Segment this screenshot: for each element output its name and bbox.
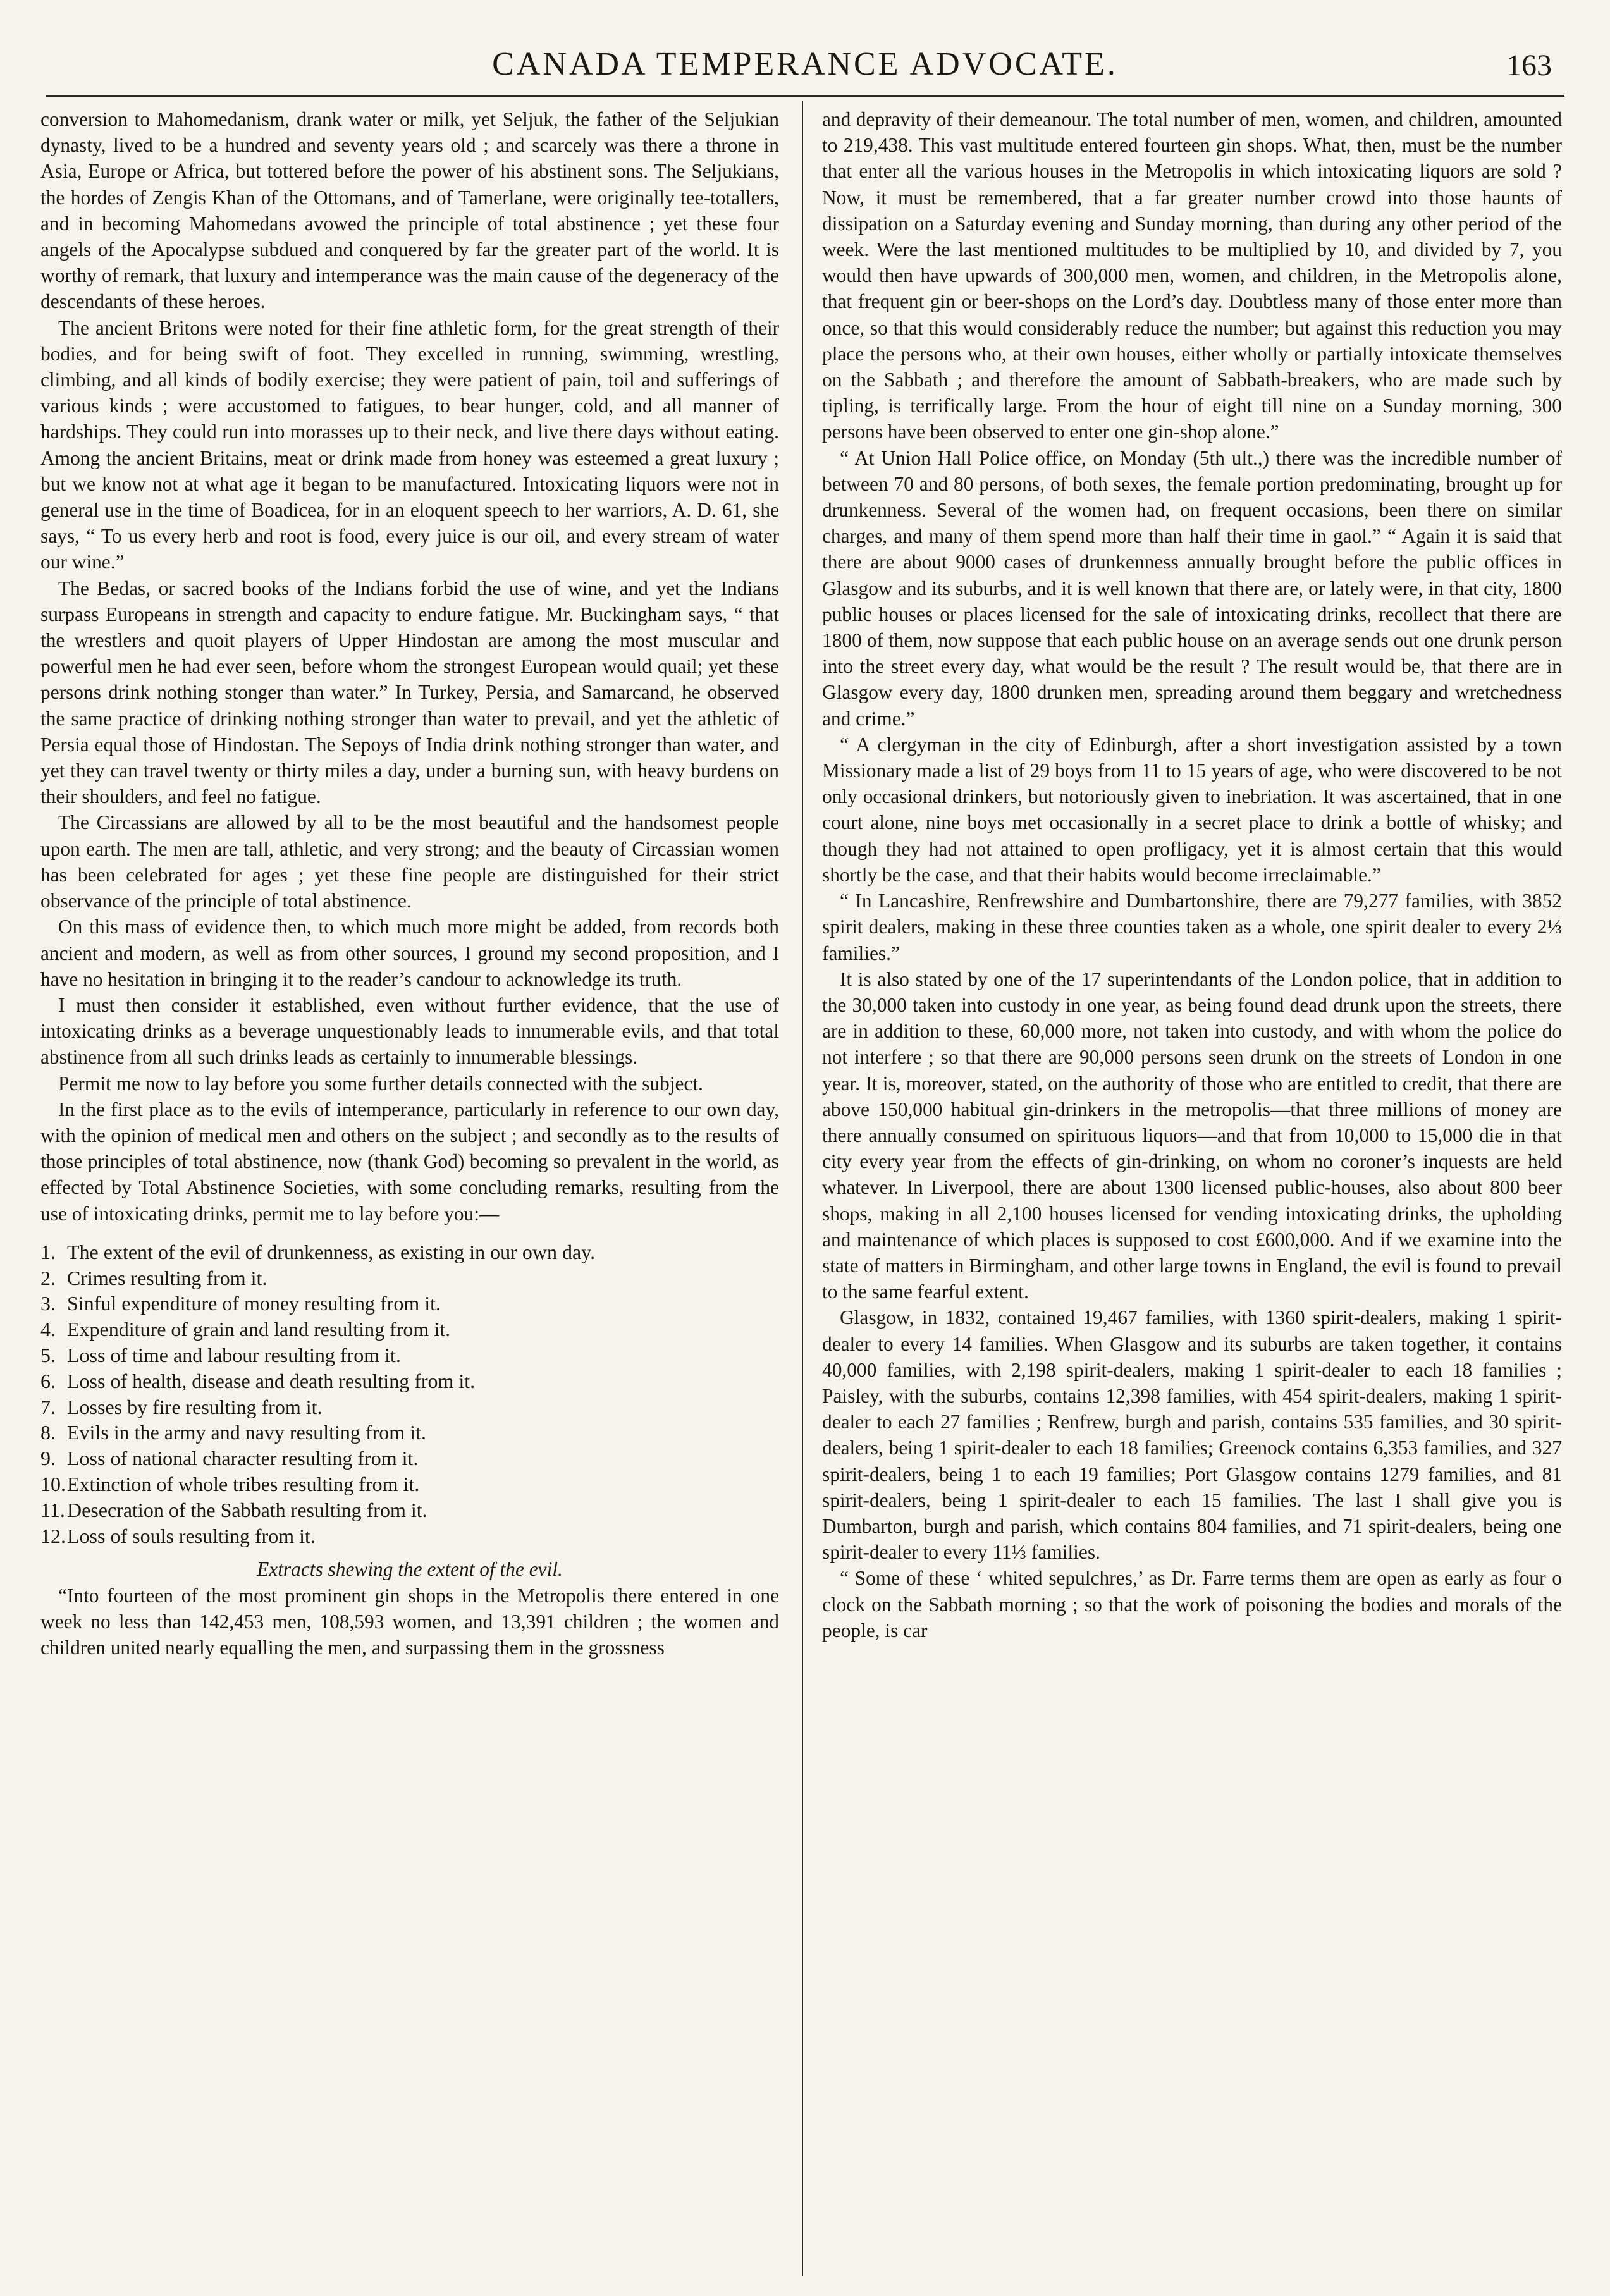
list-item xyxy=(40,1342,779,1368)
paragraph: and depravity of their demeanour. The total number of men, women, and children, amounted to 219,438. This vast multitude entered fourteen gin shops. What, then, must be the number that enter all the various houses in the Metropolis in which intoxicating liquors are sold ? Now, it must be remembered, that a far greater number crowd into those haunts of dissipation on a Saturday evening and Sunday morning, than during any other period of the week. Were the last mentioned multitudes to be multiplied by 10, and divided by 7, you would then have upwards of 300,000 men, women, and children, in the Metropolis alone, that frequent gin or beer-shops on the Lord’s day. Doubtless many of those enter more than once, so that this would considerably reduce the number; but against this reduction you may place the persons who, at their own houses, either wholly or partially intoxicate themselves on the Sabbath ; and therefore the amount of Sabbath-breakers, who are made such by tipling, is terrifically large. From the hour of eight till nine on a Sunday morning, 300 persons have been observed to enter one gin-shop alone.” xyxy=(822,108,1562,443)
paragraph: The Bedas, or sacred books of the Indians forbid the use of wine, and yet the Indians surpass Europeans in strength and capacity to endure fatigue. Mr. Buckingham says, “ that the wrestlers and quoit players of Upper Hindostan are among the most muscular and powerful men he had ever seen, before whom the strongest European would quail; yet these persons drink nothing stonger than water.” In Turkey, Persia, and Samarcand, he observed the same practice of drinking nothing stronger than water to prevail, and yet the athletic of Persia equal those of Hindostan. The Sepoys of India drink nothing stronger than water, and yet they can travel twenty or thirty miles a day, under a burning sun, with heavy burdens on their shoulders, and feel no fatigue. xyxy=(40,577,779,808)
list-text: Losses by fire resulting from it. xyxy=(67,1395,323,1418)
left-column xyxy=(40,106,779,2281)
paragraph: “ At Union Hall Police office, on Monday (5th ult.,) there was the incredible number of between 70 and 80 persons, of both sexes, the female portion predominating, brought up for drunkenness. Several of the women had, on frequent occasions, been there on similar charges, and many of them spend more than half their time in gaol.” “ Again it is said that there are about 9000 cases of drunkenness annually brought before the public offices in Glasgow and its suburbs, and it is well known that there are, or lately were, in that city, 1800 public houses or places licensed for the sale of intoxicating drinks, recollect that there are 1800 of them, now suppose that each public house on an average sends out one drunk person into the street every day, what would be the result ? The result would be, that there are in Glasgow every day, 1800 drunken men, spreading around them beggary and wretchedness and crime.” xyxy=(822,446,1562,730)
section-subheading: Extracts shewing the extent of the evil. xyxy=(257,1558,563,1581)
list-text: The extent of the evil of drunkenness, as existing in our own day. xyxy=(67,1240,596,1263)
paragraph: Glasgow, in 1832, contained 19,467 families, with 1360 spirit-dealers, making 1 spirit-dealer to every 14 families. When Glasgow and its suburbs are taken together, it contains 40,000 families, with 2,198 spirit-dealers, making 1 spirit-dealer to each 18 families ; Paisley, with the suburbs, contains 12,398 families, with 454 spirit-dealers, making 1 spirit-dealer to each 27 families ; Renfrew, burgh and parish, contains 535 families, and 30 spirit-dealers, being 1 spirit-dealer to each 18 families; Greenock contains 6,353 families, and 327 spirit-dealers, being 1 to each 19 families; Port Glasgow contains 1279 families, and 81 spirit-dealers, being 1 spirit-dealer to each 15 families. The last I shall give you is Dumbarton, burgh and parish, which contains 804 families, and 71 spirit-dealers, being one spirit-dealer to every 11⅓ families. xyxy=(822,1306,1562,1564)
list-text: Loss of health, disease and death resulting from it. xyxy=(67,1369,476,1392)
page-number: 163 xyxy=(1506,49,1552,82)
paragraph: “ Some of these ‘ whited sepulchres,’ as Dr. Farre terms them are open as early as four o clock on the Sabbath morning ; so that the work of poisoning the bodies and morals of the people, is car xyxy=(822,1567,1562,1642)
list-number: 7. xyxy=(40,1395,56,1418)
paragraph: In the first place as to the evils of intemperance, particularly in reference to our own day, with the opinion of medical men and others on the subject ; and secondly as to the results of those principles of total abstinence, now (thank God) becoming so prevalent in the world, as effected by Total Abstinence Societies, with some concluding remarks, resulting from the use of intoxicating drinks, permit me to lay before you:— xyxy=(40,1098,779,1225)
paragraph: The Circassians are allowed by all to be the most beautiful and the handsomest people upon earth. The men are tall, athletic, and very strong; and the beauty of Circassian women has been celebrated for ages ; yet these fine people are distinguished for their strict observance of the principle of total abstinence. xyxy=(40,811,779,912)
list-number: 5. xyxy=(40,1343,56,1366)
list-text: Evils in the army and navy resulting from it. xyxy=(67,1421,426,1444)
list-text: Loss of national character resulting from it. xyxy=(67,1447,419,1470)
paragraph: Permit me now to lay before you some further details connected with the subject. xyxy=(58,1072,703,1095)
list-item xyxy=(40,1368,779,1394)
column-divider xyxy=(802,101,803,2276)
list-item xyxy=(40,1420,779,1446)
list-item xyxy=(40,1239,779,1265)
list-item xyxy=(40,1446,779,1471)
list-text: Sinful expenditure of money resulting from it. xyxy=(67,1292,441,1315)
list-number: 11. xyxy=(40,1498,65,1521)
list-text: Loss of time and labour resulting from it. xyxy=(67,1343,401,1366)
paragraph: On this mass of evidence then, to which much more might be added, from records both ancient and modern, as well as from other sources, I ground my second proposition, and I have no hesitation in bringing it to the reader’s candour to acknowledge its truth. xyxy=(40,916,779,990)
list-number: 2. xyxy=(40,1266,56,1289)
paragraph: “ A clergyman in the city of Edinburgh, after a short investigation assisted by a town Missionary made a list of 29 boys from 11 to 15 years of age, who were discovered to be not only occasional drinkers, but notoriously given to inebriation. It was ascertained, that in one court alone, nine boys met occasionally in a secret place to drink a bottle of whisky; and though they had not attained to open profligacy, yet it is almost certain that this would shortly be the case, and that their habits would become irreclaimable.” xyxy=(822,733,1562,886)
list-text: Extinction of whole tribes resulting from it. xyxy=(67,1472,420,1495)
paragraph: The ancient Britons were noted for their fine athletic form, for the great strength of their bodies, and for being swift of foot. They excelled in running, swimming, wrestling, climbing, and all kinds of bodily exercise; they were patient of pain, toil and sufferings of various kinds ; were accustomed to fatigues, to bear hunger, cold, and all manner of hardships. They could run into morasses up to their neck, and live there days without eating. Among the ancient Britains, meat or drink made from honey was esteemed a great luxury ; but we know not at what age it began to be manufactured. Intoxicating liquors were not in general use in the time of Boadicea, for in an eloquent speech to her warriors, A. D. 61, she says, “ To us every herb and root is food, every juice is our oil, and every stream of water our wine.” xyxy=(40,316,779,574)
list-number: 6. xyxy=(40,1369,56,1392)
list-item xyxy=(40,1291,779,1317)
list-number: 1. xyxy=(40,1240,56,1263)
paragraph: It is also stated by one of the 17 superintendants of the London police, that in addition to the 30,000 taken into custody in one year, as being found dead drunk upon the streets, there are in addition to these, 60,000 more, not taken into custody, and with whom the police do not interfere ; so that there are 90,000 persons seen drunk on the streets of London in one year. It is, moreover, stated, on the authority of those who are entitled to credit, that there are above 150,000 habitual gin-drinkers in the metropolis—that three millions of money are there annually consumed on spirituous liquors—and that from 10,000 to 15,000 die in that city every year from the effects of gin-drinking, on whom no coroner’s inquests are held whatever. In Liverpool, there are about 1300 licensed public-houses, also about 800 beer shops, making in all 2,100 houses licensed for vending intoxicating drinks, the upholding and maintenance of which places is supposed to cost £600,000. And if we examine into the state of matters in Birmingham, and other large towns in England, the evil is found to prevail to the same fearful extent. xyxy=(822,967,1562,1303)
list-text: Loss of souls resulting from it. xyxy=(67,1524,316,1547)
header-rule xyxy=(46,95,1564,97)
list-number: 3. xyxy=(40,1292,56,1315)
list-item xyxy=(40,1471,779,1497)
paragraph: “ In Lancashire, Renfrewshire and Dumbartonshire, there are 79,277 families, with 3852 spirit dealers, making in these three counties taken as a whole, one spirit dealer to every 2⅓ families.” xyxy=(822,890,1562,964)
paragraph: I must then consider it established, even without further evidence, that the use of intoxicating drinks as a beverage unquestionably leads to innumerable evils, and that total abstinence from all such drinks leads as certainly to innumerable blessings. xyxy=(40,993,779,1069)
paragraph: “Into fourteen of the most prominent gin shops in the Metropolis there entered in one week no less than 142,453 men, 108,593 women, and 13,391 children ; the women and children united nearly equalling the men, and surpassing them in the grossness xyxy=(40,1584,779,1659)
list-number: 12. xyxy=(40,1524,66,1547)
paragraph: conversion to Mahomedanism, drank water or milk, yet Seljuk, the father of the Seljukian dynasty, lived to be a hundred and seventy years old ; and scarcely was there a throne in Asia, Europe or Africa, but tottered before the power of his abstinent sons. The Seljukians, the hordes of Zengis Khan of the Ottomans, and of Tamerlane, were originally tee-totallers, and in becoming Mahomedans avowed the principle of total abstinence ; yet these four angels of the Apocalypse subdued and conquered by far the greater part of the world. It is worthy of remark, that luxury and intemperance was the main cause of the degeneracy of the descendants of these heroes. xyxy=(40,108,779,313)
list-item xyxy=(40,1497,779,1523)
list-item xyxy=(40,1265,779,1291)
right-column xyxy=(822,106,1562,2281)
list-text: Desecration of the Sabbath resulting from it. xyxy=(67,1498,427,1521)
list-item xyxy=(40,1394,779,1420)
list-number: 10. xyxy=(40,1472,66,1495)
list-number: 4. xyxy=(40,1318,56,1341)
list-number: 8. xyxy=(40,1421,56,1444)
evils-list xyxy=(40,1239,779,1549)
list-number: 9. xyxy=(40,1447,56,1470)
running-title: CANADA TEMPERANCE ADVOCATE. xyxy=(492,46,1118,82)
list-text: Expenditure of grain and land resulting from it. xyxy=(67,1318,451,1341)
list-text: Crimes resulting from it. xyxy=(67,1266,267,1289)
list-item xyxy=(40,1523,779,1549)
list-item xyxy=(40,1317,779,1342)
